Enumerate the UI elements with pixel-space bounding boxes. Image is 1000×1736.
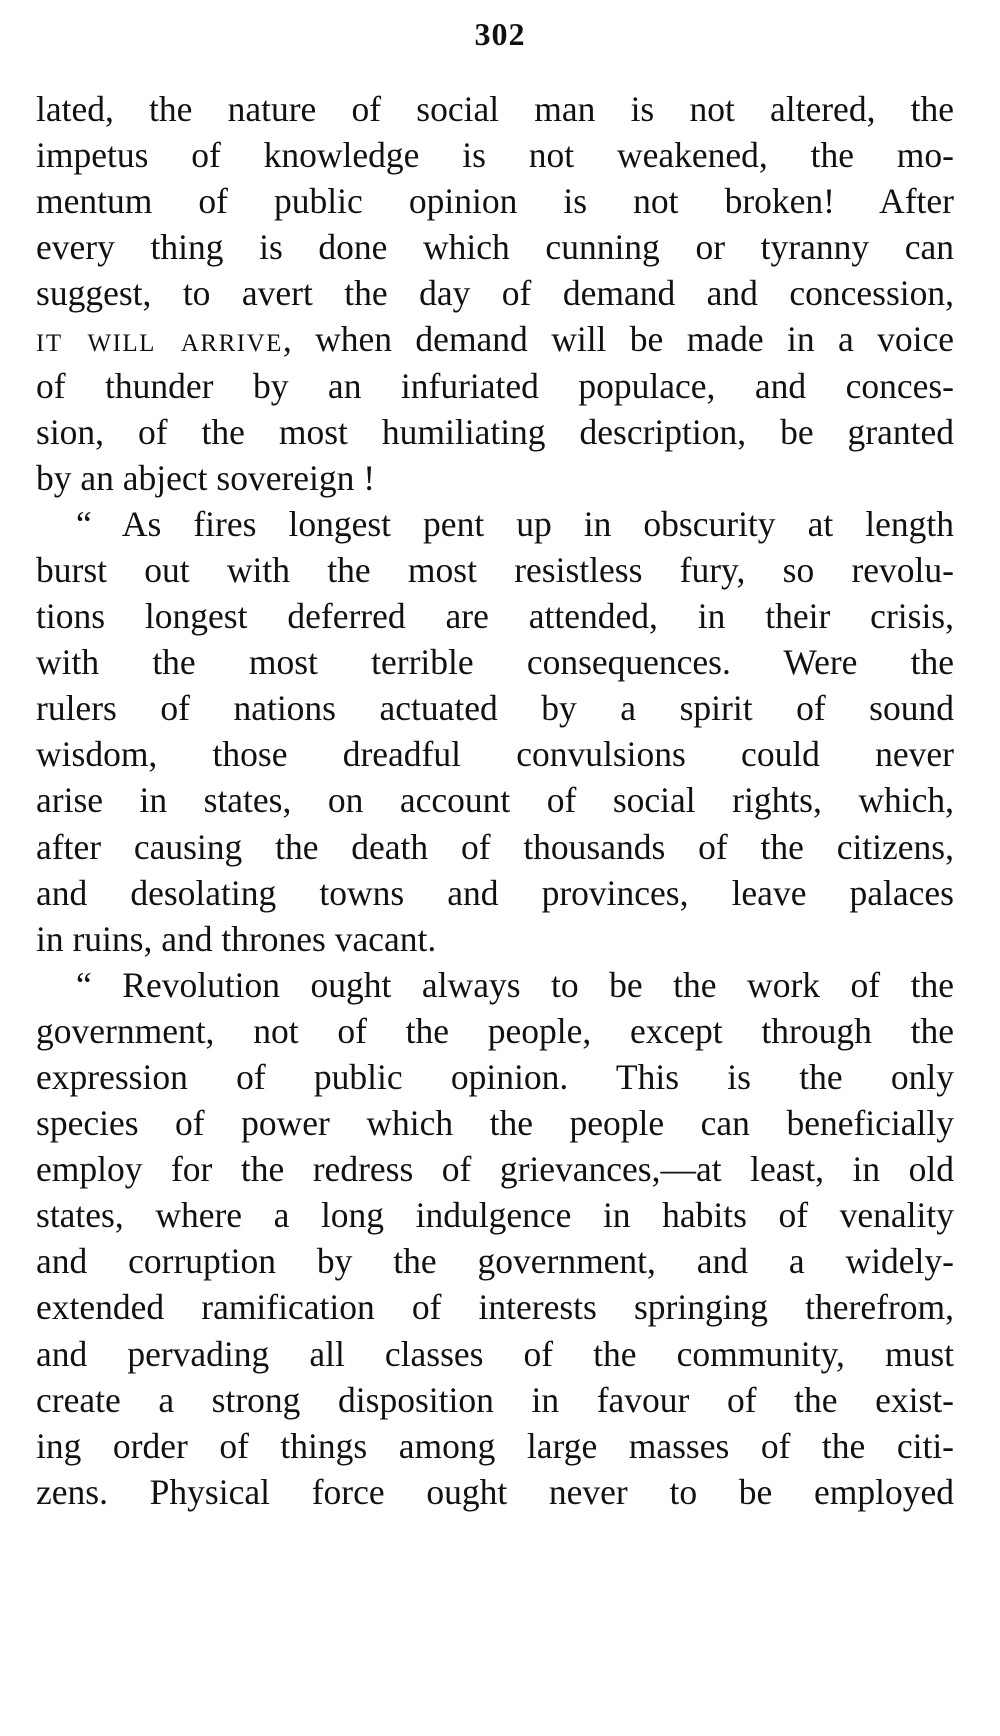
- text-line: lated, the nature of social man is not altered, the: [36, 89, 954, 129]
- page-number: 302: [474, 16, 526, 52]
- text-line: suggest, to avert the day of demand and concession,: [36, 273, 954, 314]
- text-line: government, not of the people, except through the: [36, 1010, 954, 1051]
- text-line: “ As fires longest pent up in obscurity at length: [76, 503, 954, 544]
- text-line: sion, of the most humiliating description, be granted: [36, 411, 954, 452]
- text-line: burst out with the most resistless fury, so revolu-: [36, 549, 954, 590]
- text-line: impetus of knowledge is not weakened, the mo-: [36, 135, 954, 176]
- text-line: “ Revolution ought always to be the work of the: [76, 964, 954, 1005]
- text-line: employ for the redress of grievances,—at least, in old: [36, 1149, 954, 1190]
- text-line: in ruins, and thrones vacant.: [36, 918, 437, 959]
- text-line: tions longest deferred are attended, in their crisis,: [36, 596, 954, 637]
- text-line: expression of public opinion. This is the only: [36, 1056, 954, 1097]
- paragraph: [36, 86, 954, 501]
- text-line: [36, 316, 954, 362]
- text-line: of thunder by an infuriated populace, and conces-: [36, 365, 954, 406]
- text-line: mentum of public opinion is not broken! After: [36, 181, 954, 222]
- text-line: zens. Physical force ought never to be employed: [36, 1471, 954, 1512]
- text-line: and desolating towns and provinces, leave palaces: [36, 872, 954, 913]
- page-body: [36, 86, 954, 1515]
- text-line: and pervading all classes of the community, must: [36, 1333, 954, 1374]
- paragraph: [36, 962, 954, 1515]
- text-line: wisdom, those dreadful convulsions could never: [36, 734, 954, 775]
- small-caps-emphasis: it will arrive: [36, 319, 283, 360]
- text-line: species of power which the people can beneficially: [36, 1103, 954, 1144]
- text-fragment: , when demand will be made in a voice: [282, 319, 954, 360]
- text-line: states, where a long indulgence in habits of venality: [36, 1195, 954, 1236]
- text-line: by an abject sovereign !: [36, 457, 376, 498]
- paragraph: [36, 501, 954, 962]
- text-line: create a strong disposition in favour of the exist-: [36, 1379, 954, 1420]
- text-line: after causing the death of thousands of the citizens,: [36, 826, 954, 867]
- text-line: every thing is done which cunning or tyranny can: [36, 227, 954, 268]
- text-line: ing order of things among large masses of the citi-: [36, 1425, 954, 1466]
- text-line: and corruption by the government, and a widely-: [36, 1241, 954, 1282]
- text-line: extended ramification of interests springing therefrom,: [36, 1287, 954, 1328]
- text-line: rulers of nations actuated by a spirit of sound: [36, 688, 954, 729]
- text-line: arise in states, on account of social rights, which,: [36, 780, 954, 821]
- text-line: with the most terrible consequences. Were the: [36, 642, 954, 683]
